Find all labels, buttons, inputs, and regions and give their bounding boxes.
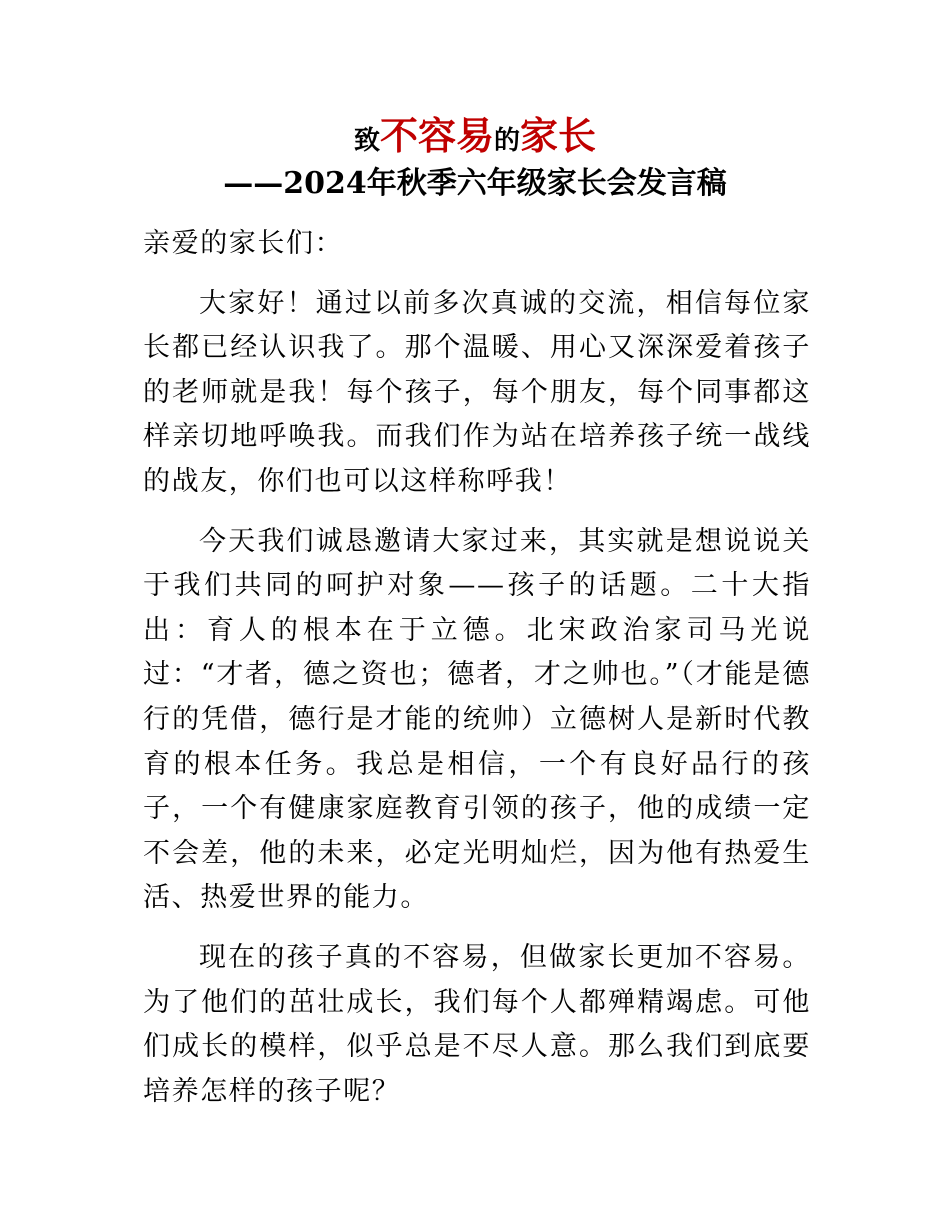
paragraph-greeting: 大家好！通过以前多次真诚的交流，相信每位家长都已经认识我了。那个温暖、用心又深深爱着孩子的老师就是我！每个孩子，每个朋友，每个同事都这样亲切地呼唤我。而我们作为站在培养孩子统一战线的战友，你们也可以这样称呼我！ [143,287,811,497]
title-block [0,110,950,204]
title-middle: 的 [494,126,521,156]
paragraph-parenting: 现在的孩子真的不容易，但做家长更加不容易。为了他们的茁壮成长，我们每个人都殚精竭虑。可他们成长的模样，似乎总是不尽人意。那么我们到底要培养怎样的孩子呢？ [143,941,811,1107]
subtitle: ——2024年秋季六年级家长会发言稿 [223,166,727,201]
speech-body [143,222,811,1129]
title-prefix: 致 [353,126,380,156]
title-emphasis-parents: 家长 [520,113,597,158]
salutation: 亲爱的家长们： [143,228,344,259]
title-emphasis-difficult: 不容易 [379,113,494,158]
paragraph-moral-education: 今天我们诚恳邀请大家过来，其实就是想说说关于我们共同的呵护对象——孩子的话题。二十大指出：育人的根本在于立德。北宋政治家司马光说过：“才者，德之资也；德者，才之帅也。”（才能是德行的凭借，德行是才能的统帅）立德树人是新时代教育的根本任务。我总是相信，一个有良好品行的孩子，一个有健康家庭教育引领的孩子，他的成绩一定不会差，他的未来，必定光明灿烂，因为他有热爱生活、热爱世界的能力。 [143,525,811,914]
main-title [0,110,950,162]
